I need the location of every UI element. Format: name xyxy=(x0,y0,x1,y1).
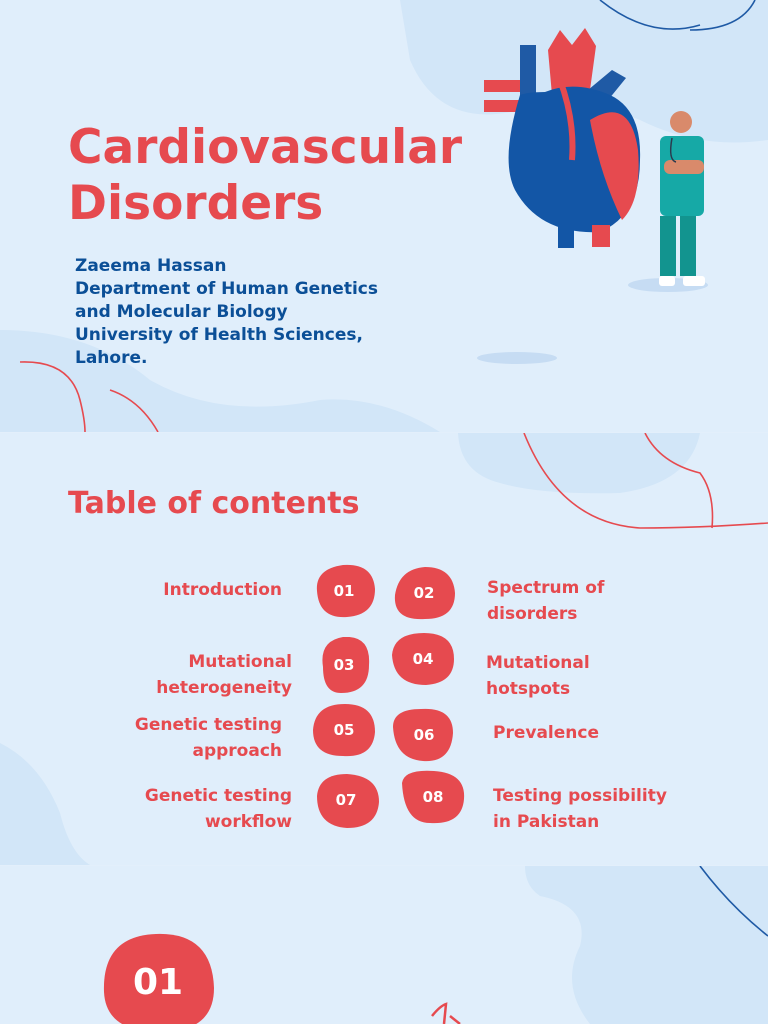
toc-item-label: Spectrum of xyxy=(487,578,605,598)
toc-item-mutational-heterogeneity[interactable] xyxy=(90,649,292,701)
toc-item-label: Genetic testing xyxy=(134,715,282,735)
toc-item-label: Mutational xyxy=(188,652,292,672)
cover-slide xyxy=(0,0,768,432)
author-university: University of Health Sciences, xyxy=(75,325,363,345)
toc-item-label: workflow xyxy=(204,812,292,832)
section-slide xyxy=(0,866,768,1024)
toc-item-prevalence[interactable] xyxy=(493,720,693,746)
toc-item-label: heterogeneity xyxy=(156,678,292,698)
badge-number: 03 xyxy=(333,656,355,674)
badge-number: 05 xyxy=(333,721,355,739)
toc-item-label: in Pakistan xyxy=(493,812,600,832)
author-department: Department of Human Genetics xyxy=(75,279,378,299)
toc-item-mutational-hotspots[interactable] xyxy=(486,650,686,702)
section-number-badge xyxy=(100,932,216,1024)
badge-number: 08 xyxy=(422,788,444,806)
presentation-title: Cardiovascular Disorders xyxy=(68,120,463,231)
badge-number: 06 xyxy=(413,726,435,744)
toc-slide xyxy=(0,433,768,865)
author-city: Lahore. xyxy=(75,348,148,368)
section-number: 01 xyxy=(132,961,184,1003)
toc-item-label: Mutational xyxy=(486,653,590,673)
toc-item-label: Genetic testing xyxy=(144,786,292,806)
toc-number-badge-01[interactable] xyxy=(311,563,377,619)
toc-item-label: disorders xyxy=(487,604,578,624)
author-name: Zaeema Hassan xyxy=(75,256,227,276)
toc-item-label: approach xyxy=(192,741,282,761)
toc-item-genetic-testing-approach[interactable] xyxy=(90,712,282,764)
toc-item-label: Prevalence xyxy=(493,723,599,743)
badge-number: 01 xyxy=(333,582,355,600)
toc-title: Table of contents xyxy=(68,486,360,521)
toc-number-badge-03[interactable] xyxy=(311,637,377,693)
toc-number-badge-05[interactable] xyxy=(311,702,377,758)
toc-item-introduction[interactable] xyxy=(100,577,282,603)
badge-number: 04 xyxy=(412,650,434,668)
toc-item-genetic-testing-workflow[interactable] xyxy=(90,783,292,835)
toc-item-spectrum-of-disorders[interactable] xyxy=(487,575,687,627)
badge-number: 02 xyxy=(413,584,435,602)
badge-number: 07 xyxy=(335,791,357,809)
author-department-cont: and Molecular Biology xyxy=(75,302,288,322)
toc-number-badge-06[interactable] xyxy=(391,707,457,763)
toc-item-label: hotspots xyxy=(486,679,571,699)
toc-number-badge-04[interactable] xyxy=(390,631,456,687)
toc-number-badge-07[interactable] xyxy=(313,772,379,828)
toc-number-badge-08[interactable] xyxy=(400,769,466,825)
toc-item-testing-possibility-in-pakistan[interactable] xyxy=(493,783,713,835)
toc-item-label: Introduction xyxy=(163,580,282,600)
doctor-illustration xyxy=(0,0,768,432)
toc-item-label: Testing possibility xyxy=(493,786,667,806)
toc-number-badge-02[interactable] xyxy=(391,565,457,621)
